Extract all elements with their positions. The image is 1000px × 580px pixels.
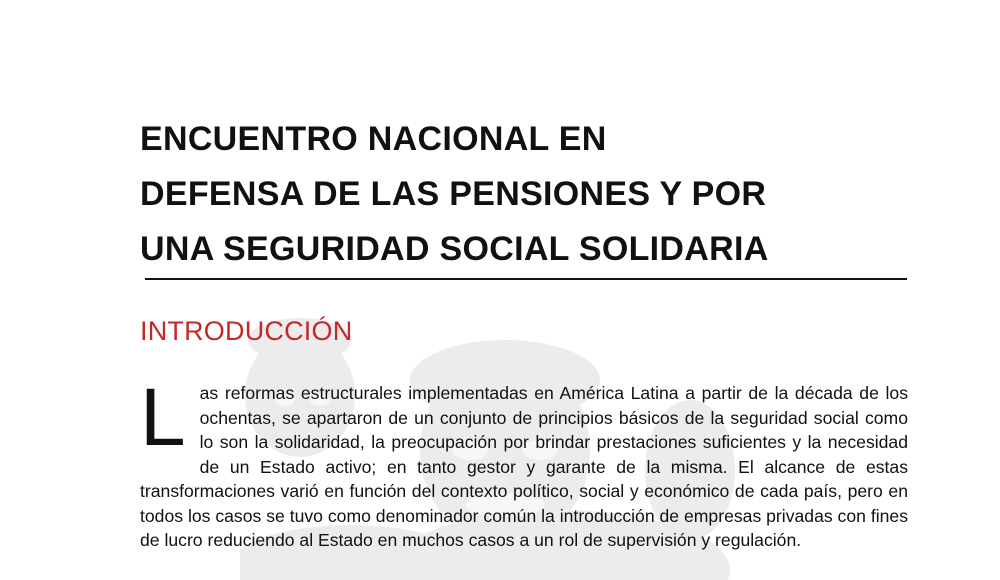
intro-paragraph (140, 372, 908, 553)
title-divider (145, 278, 907, 280)
section-heading: INTRODUCCIÓN (140, 316, 353, 346)
intro-paragraph-text: as reformas estructurales implementadas en América Latina a partir de la década de los ochentas, se apartaron de un conjunto de principios básicos de la seguridad social como lo son la solidaridad, la preocupación por brindar prestaciones suficientes y la necesidad de un Estado activo; en tanto gestor y garante de la misma. El alcance de estas transformaciones varió en función del contexto político, social y económico de cada país, pero en todos los casos se tuvo como denominador común la introducción de empresas privadas con fines de lucro reduciendo al Estado en muchos casos a un rol de supervisión y regulación. (140, 383, 908, 550)
drop-cap-letter: L (140, 372, 186, 463)
title-line-3: UNA SEGURIDAD SOCIAL SOLIDARIA (140, 230, 769, 268)
document-title (140, 112, 900, 277)
title-line-2: DEFENSA DE LAS PENSIONES Y POR (140, 175, 767, 213)
title-line-1: ENCUENTRO NACIONAL EN (140, 120, 607, 158)
